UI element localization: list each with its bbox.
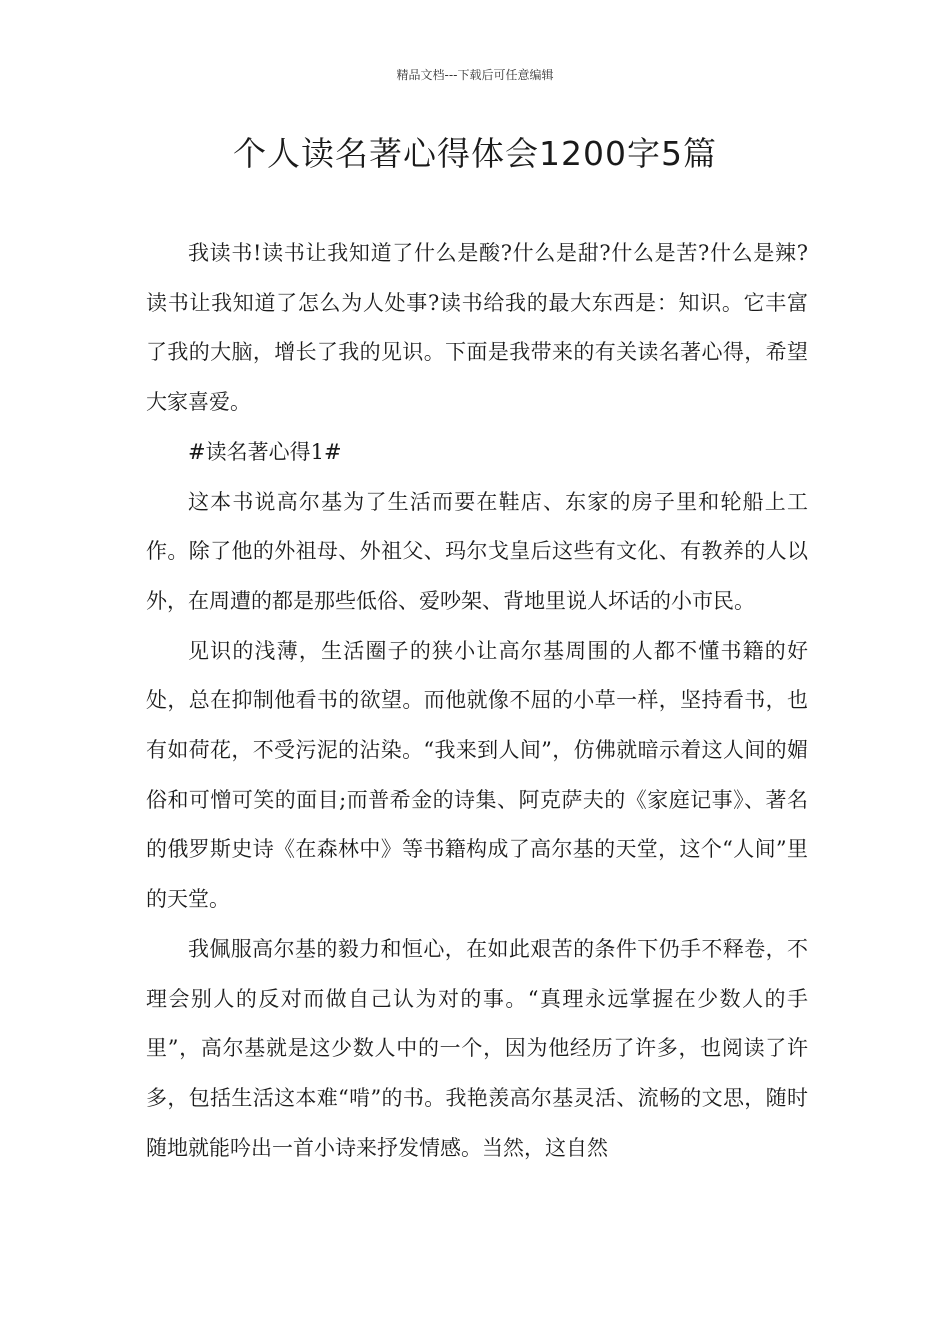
paragraph: 我佩服高尔基的毅力和恒心，在如此艰苦的条件下仍手不释卷，不理会别人的反对而做自己认为对的事。“真理永远掌握在少数人的手里”，高尔基就是这少数人中的一个，因为他经历了许多，也阅读了许多，包括生活这本难“啃”的书。我艳羡高尔基灵活、流畅的文思，随时随地就能吟出一首小诗来抒发情感。当然，这自然 bbox=[146, 936, 808, 1160]
paragraph: 这本书说高尔基为了生活而要在鞋店、东家的房子里和轮船上工作。除了他的外祖母、外祖父、玛尔戈皇后这些有文化、有教养的人以外，在周遭的都是那些低俗、爱吵架、背地里说人坏话的小市民。 bbox=[146, 489, 808, 613]
document-body bbox=[146, 229, 808, 1173]
section-heading: #读名著心得1# bbox=[188, 439, 342, 464]
paragraph-intro: 我读书!读书让我知道了什么是酸?什么是甜?什么是苦?什么是辣?读书让我知道了怎么为人处事?读书给我的最大东西是：知识。它丰富了我的大脑，增长了我的见识。下面是我带来的有关读名著心得，希望大家喜爱。 bbox=[146, 241, 808, 415]
paragraph: 见识的浅薄，生活圈子的狭小让高尔基周围的人都不懂书籍的好处，总在抑制他看书的欲望。而他就像不屈的小草一样，坚持看书，也有如荷花，不受污泥的沾染。“我来到人间”，仿佛就暗示着这人间的媚俗和可憎可笑的面目;而普希金的诗集、阿克萨夫的《家庭记事》、著名的俄罗斯史诗《在森林中》等书籍构成了高尔基的天堂，这个“人间”里的天堂。 bbox=[146, 638, 808, 912]
header-note: 精品文档---下载后可任意编辑 bbox=[396, 68, 554, 82]
document-title: 个人读名著心得体会1200字5篇 bbox=[233, 134, 717, 173]
